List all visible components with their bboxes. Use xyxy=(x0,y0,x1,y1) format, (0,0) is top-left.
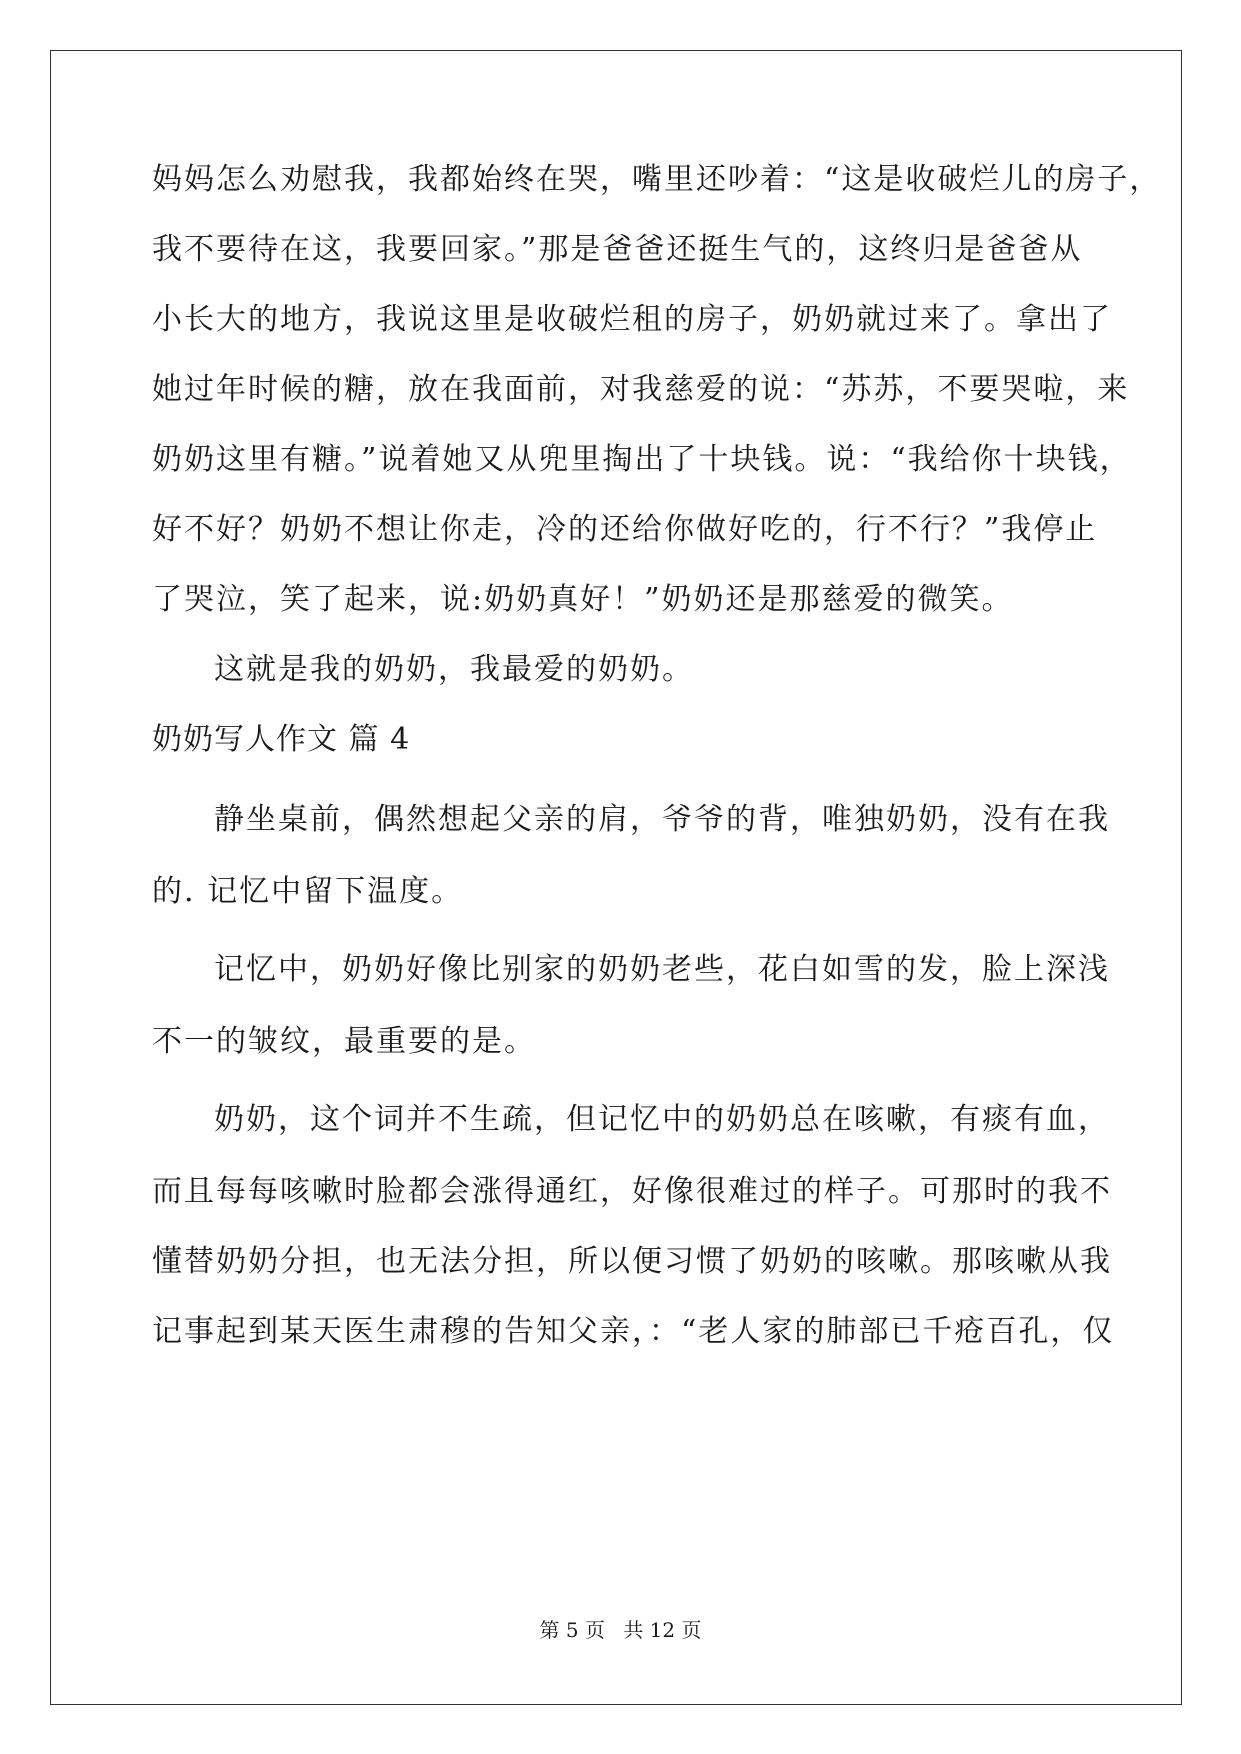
paragraph-line: 这就是我的奶奶，我最爱的奶奶。 xyxy=(214,652,694,687)
text-line: 她过年时候的糖，放在我面前，对我慈爱的说：“苏苏，不要哭啦，来 xyxy=(152,372,1130,407)
text-line: 而且每每咳嗽时脸都会涨得通红，好像很难过的样子。可那时的我不 xyxy=(152,1174,1112,1209)
text-line: 奶奶这里有糖。”说着她又从兜里掏出了十块钱。说：“我给你十块钱， xyxy=(152,442,1132,477)
text-line: 的. 记忆中留下温度。 xyxy=(152,874,464,909)
text-line: 好不好？奶奶不想让你走，冷的还给你做好吃的，行不行？”我停止 xyxy=(152,512,1098,547)
text-line: 了哭泣，笑了起来，说:奶奶真好！”奶奶还是那慈爱的微笑。 xyxy=(152,582,1014,617)
text-line: 我不要待在这，我要回家。”那是爸爸还挺生气的，这终归是爸爸从 xyxy=(152,232,1083,267)
text-line: 小长大的地方，我说这里是收破烂租的房子，奶奶就过来了。拿出了 xyxy=(152,302,1112,337)
text-line: 记事起到某天医生肃穆的告知父亲，：“老人家的肺部已千疮百孔，仅 xyxy=(152,1314,1115,1349)
page-number: 第 5 页 xyxy=(539,1618,605,1642)
page-total: 共 12 页 xyxy=(623,1618,702,1642)
paragraph-line: 静坐桌前，偶然想起父亲的肩，爷爷的背，唯独奶奶，没有在我 xyxy=(214,802,1110,837)
section-heading: 奶奶写人作文 篇 4 xyxy=(152,722,411,757)
text-line: 不一的皱纹，最重要的是。 xyxy=(152,1024,536,1059)
paragraph-line: 记忆中，奶奶好像比别家的奶奶老些，花白如雪的发，脸上深浅 xyxy=(214,952,1110,987)
page-footer xyxy=(0,1618,1241,1642)
text-line: 妈妈怎么劝慰我，我都始终在哭，嘴里还吵着：“这是收破烂儿的房子， xyxy=(152,162,1162,197)
paragraph-line: 奶奶，这个词并不生疏，但记忆中的奶奶总在咳嗽，有痰有血， xyxy=(214,1102,1110,1137)
text-line: 懂替奶奶分担，也无法分担，所以便习惯了奶奶的咳嗽。那咳嗽从我 xyxy=(152,1244,1112,1279)
